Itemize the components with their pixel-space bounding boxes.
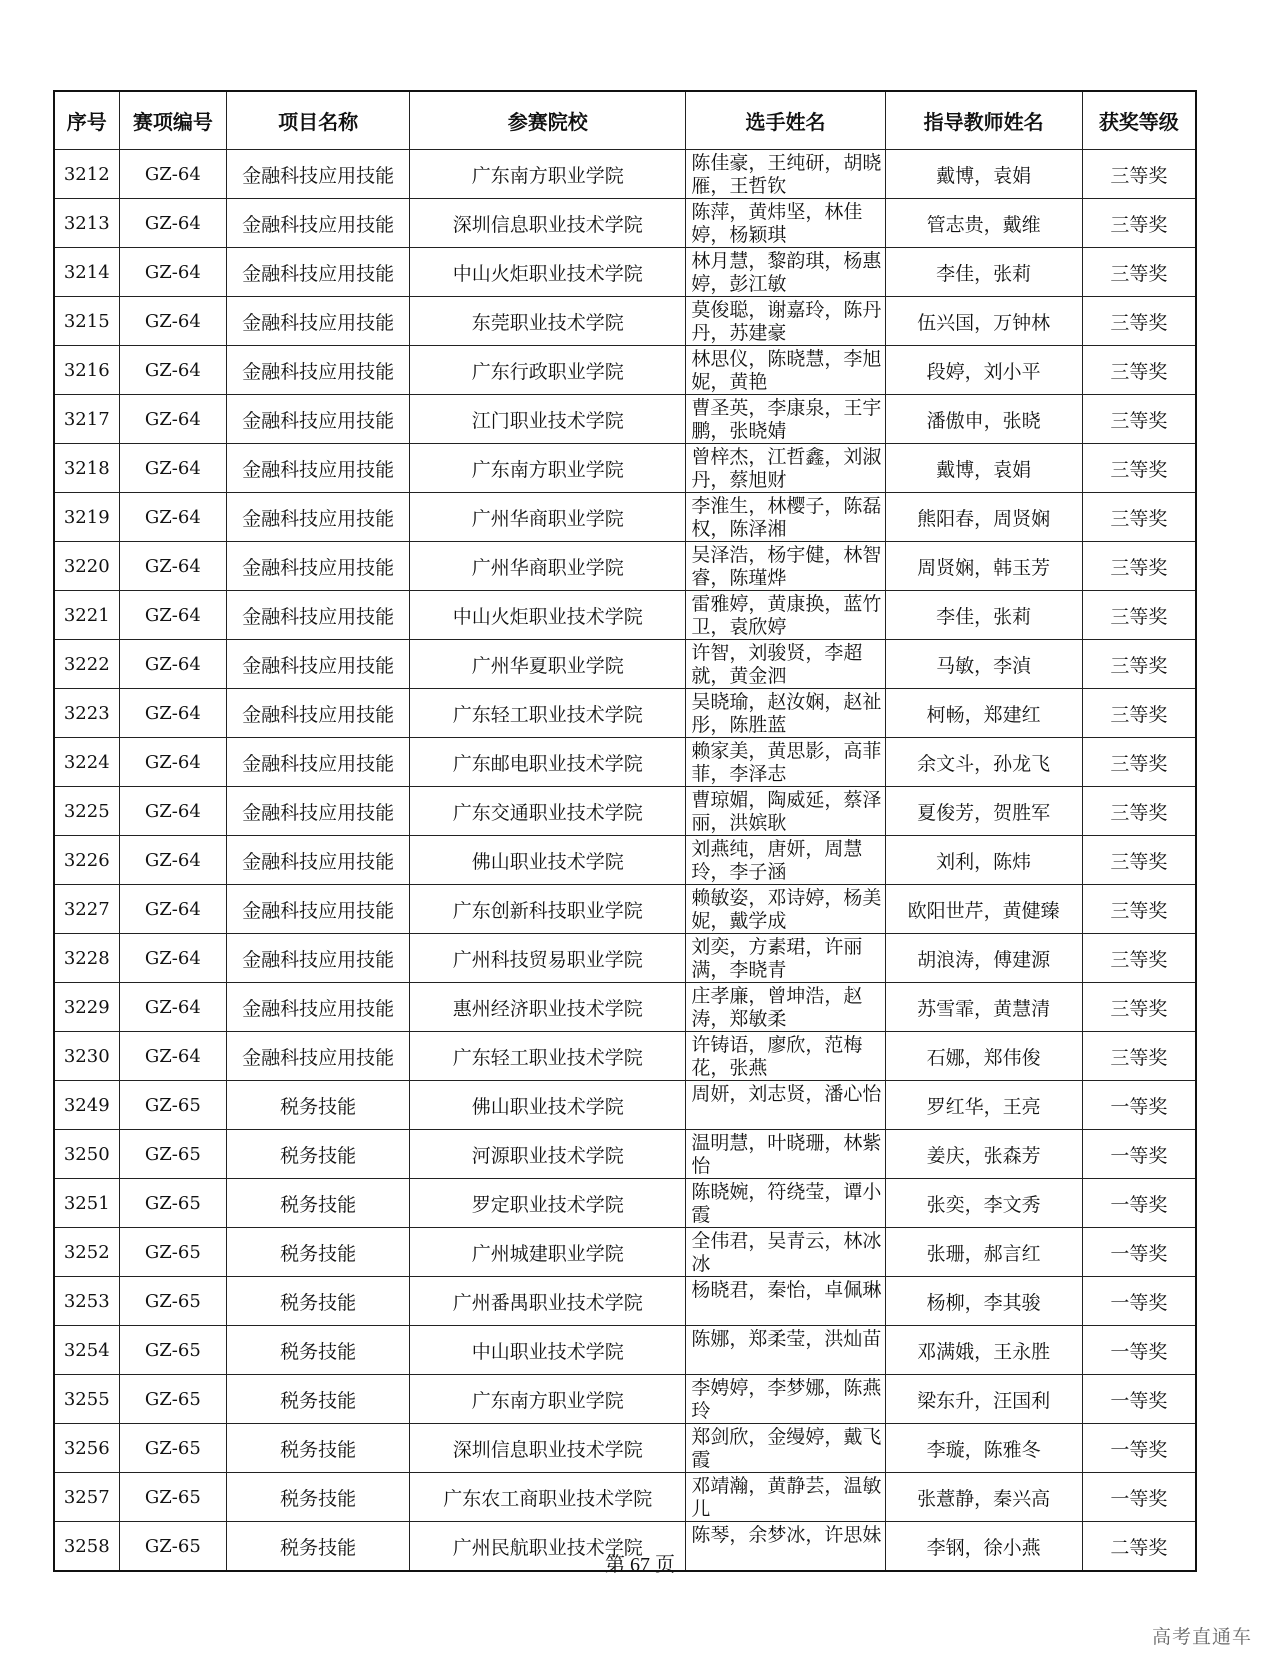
- cell-event-code: GZ-65: [119, 1522, 227, 1572]
- header-serial-number: 序号: [54, 91, 119, 150]
- cell-award-level: 三等奖: [1082, 836, 1196, 885]
- contestant-names: 曹圣英，李康泉，王宇鹏，张晓婧: [691, 397, 882, 442]
- cell-instructors: 张奕，李文秀: [885, 1179, 1082, 1228]
- cell-event-code: GZ-64: [119, 836, 227, 885]
- cell-award-level: 三等奖: [1082, 199, 1196, 248]
- cell-school: 广州番禺职业技术学院: [410, 1277, 686, 1326]
- cell-school: 广州华商职业学院: [410, 493, 686, 542]
- contestant-names: 曾梓杰，江哲鑫，刘淑丹，蔡旭财: [691, 446, 882, 491]
- cell-contestants: [686, 395, 885, 444]
- cell-award-level: 一等奖: [1082, 1424, 1196, 1473]
- cell-contestants: [686, 1473, 885, 1522]
- table-row: [54, 1277, 1196, 1326]
- table-row: [54, 1326, 1196, 1375]
- cell-school: 广东行政职业学院: [410, 346, 686, 395]
- cell-serial-number: 3253: [54, 1277, 119, 1326]
- cell-instructors: 苏雪霏，黄慧清: [885, 983, 1082, 1032]
- cell-school: 广东轻工职业技术学院: [410, 1032, 686, 1081]
- cell-project-name: 税务技能: [227, 1228, 410, 1277]
- cell-instructors: 段婷，刘小平: [885, 346, 1082, 395]
- cell-serial-number: 3252: [54, 1228, 119, 1277]
- cell-contestants: [686, 150, 885, 199]
- cell-serial-number: 3212: [54, 150, 119, 199]
- cell-award-level: 三等奖: [1082, 346, 1196, 395]
- cell-contestants: [686, 199, 885, 248]
- cell-contestants: [686, 787, 885, 836]
- cell-contestants: [686, 248, 885, 297]
- cell-serial-number: 3218: [54, 444, 119, 493]
- cell-school: 中山火炬职业技术学院: [410, 248, 686, 297]
- table-row: [54, 787, 1196, 836]
- cell-instructors: 管志贵，戴维: [885, 199, 1082, 248]
- header-award-level: 获奖等级: [1082, 91, 1196, 150]
- cell-project-name: 金融科技应用技能: [227, 150, 410, 199]
- cell-serial-number: 3225: [54, 787, 119, 836]
- cell-contestants: [686, 297, 885, 346]
- cell-contestants: [686, 1375, 885, 1424]
- cell-project-name: 税务技能: [227, 1473, 410, 1522]
- cell-school: 广东农工商职业技术学院: [410, 1473, 686, 1522]
- cell-school: 深圳信息职业技术学院: [410, 1424, 686, 1473]
- cell-school: 佛山职业技术学院: [410, 836, 686, 885]
- cell-instructors: 熊阳春，周贤娴: [885, 493, 1082, 542]
- cell-project-name: 金融科技应用技能: [227, 297, 410, 346]
- cell-instructors: 李钢，徐小燕: [885, 1522, 1082, 1572]
- cell-serial-number: 3255: [54, 1375, 119, 1424]
- cell-serial-number: 3214: [54, 248, 119, 297]
- cell-serial-number: 3224: [54, 738, 119, 787]
- table-row: [54, 297, 1196, 346]
- cell-event-code: GZ-65: [119, 1277, 227, 1326]
- cell-contestants: [686, 1032, 885, 1081]
- cell-contestants: [686, 1326, 885, 1375]
- contestant-names: 吴晓瑜，赵汝娴，赵祉彤，陈胜蓝: [691, 691, 882, 736]
- cell-event-code: GZ-64: [119, 346, 227, 395]
- contestant-names: 许智，刘骏贤，李超就，黄金泗: [691, 642, 863, 687]
- cell-award-level: 二等奖: [1082, 1522, 1196, 1572]
- cell-school: 江门职业技术学院: [410, 395, 686, 444]
- cell-instructors: 伍兴国，万钟林: [885, 297, 1082, 346]
- cell-project-name: 金融科技应用技能: [227, 248, 410, 297]
- contestant-names: 陈佳豪，王纯研，胡晓雁，王哲钦: [691, 152, 882, 197]
- cell-instructors: 石娜，郑伟俊: [885, 1032, 1082, 1081]
- cell-contestants: [686, 1277, 885, 1326]
- cell-project-name: 金融科技应用技能: [227, 493, 410, 542]
- cell-event-code: GZ-64: [119, 738, 227, 787]
- cell-school: 惠州经济职业技术学院: [410, 983, 686, 1032]
- header-school: 参赛院校: [410, 91, 686, 150]
- cell-serial-number: 3216: [54, 346, 119, 395]
- cell-award-level: 三等奖: [1082, 444, 1196, 493]
- cell-project-name: 税务技能: [227, 1424, 410, 1473]
- cell-award-level: 三等奖: [1082, 983, 1196, 1032]
- award-table: [53, 90, 1197, 1572]
- table-row: [54, 346, 1196, 395]
- table-row: [54, 1130, 1196, 1179]
- cell-serial-number: 3251: [54, 1179, 119, 1228]
- cell-instructors: 梁东升，汪国利: [885, 1375, 1082, 1424]
- cell-project-name: 税务技能: [227, 1326, 410, 1375]
- cell-award-level: 三等奖: [1082, 1032, 1196, 1081]
- table-row: [54, 885, 1196, 934]
- cell-school: 广东南方职业学院: [410, 150, 686, 199]
- cell-award-level: 一等奖: [1082, 1179, 1196, 1228]
- cell-instructors: 刘利，陈炜: [885, 836, 1082, 885]
- cell-award-level: 三等奖: [1082, 248, 1196, 297]
- cell-project-name: 金融科技应用技能: [227, 346, 410, 395]
- contestant-names: 赖敏姿，邓诗婷，杨美妮，戴学成: [691, 887, 882, 932]
- cell-project-name: 税务技能: [227, 1081, 410, 1130]
- table-row: [54, 934, 1196, 983]
- contestant-names: 陈琴，余梦冰，许思妹: [691, 1524, 882, 1546]
- cell-project-name: 金融科技应用技能: [227, 199, 410, 248]
- cell-serial-number: 3229: [54, 983, 119, 1032]
- contestant-names: 许铸语，廖欣，范梅花，张燕: [691, 1034, 863, 1079]
- cell-event-code: GZ-64: [119, 395, 227, 444]
- cell-award-level: 三等奖: [1082, 689, 1196, 738]
- contestant-names: 李娉婷，李梦娜，陈燕玲: [691, 1377, 882, 1422]
- contestant-names: 庄孝廉，曾坤浩，赵涛，郑敏柔: [691, 985, 863, 1030]
- cell-project-name: 金融科技应用技能: [227, 444, 410, 493]
- cell-event-code: GZ-65: [119, 1081, 227, 1130]
- table-row: [54, 150, 1196, 199]
- contestant-names: 吴泽浩，杨宇健，林智睿，陈瑾烨: [691, 544, 882, 589]
- cell-event-code: GZ-64: [119, 297, 227, 346]
- cell-contestants: [686, 885, 885, 934]
- cell-school: 广东创新科技职业学院: [410, 885, 686, 934]
- contestant-names: 周妍，刘志贤，潘心怡: [691, 1083, 882, 1105]
- cell-serial-number: 3256: [54, 1424, 119, 1473]
- cell-serial-number: 3220: [54, 542, 119, 591]
- table-row: [54, 1424, 1196, 1473]
- cell-award-level: 三等奖: [1082, 297, 1196, 346]
- cell-school: 佛山职业技术学院: [410, 1081, 686, 1130]
- cell-school: 中山职业技术学院: [410, 1326, 686, 1375]
- cell-serial-number: 3250: [54, 1130, 119, 1179]
- table-row: [54, 1032, 1196, 1081]
- table-row: [54, 199, 1196, 248]
- cell-project-name: 金融科技应用技能: [227, 640, 410, 689]
- cell-award-level: 三等奖: [1082, 542, 1196, 591]
- table-header-row: [54, 91, 1196, 150]
- contestant-names: 赖家美，黄思影，高菲菲，李泽志: [691, 740, 882, 785]
- cell-instructors: 马敏，李湞: [885, 640, 1082, 689]
- header-event-code: 赛项编号: [119, 91, 227, 150]
- cell-instructors: 潘傲申，张晓: [885, 395, 1082, 444]
- cell-school: 罗定职业技术学院: [410, 1179, 686, 1228]
- cell-event-code: GZ-64: [119, 885, 227, 934]
- cell-project-name: 金融科技应用技能: [227, 689, 410, 738]
- cell-contestants: [686, 689, 885, 738]
- cell-contestants: [686, 1424, 885, 1473]
- cell-instructors: 戴博，袁娟: [885, 150, 1082, 199]
- table-row: [54, 444, 1196, 493]
- contestant-names: 曹琼媚，陶威延，蔡泽丽，洪嫔耿: [691, 789, 882, 834]
- cell-award-level: 三等奖: [1082, 934, 1196, 983]
- cell-contestants: [686, 493, 885, 542]
- cell-contestants: [686, 738, 885, 787]
- contestant-names: 林月慧，黎韵琪，杨惠婷，彭江敏: [691, 250, 882, 295]
- cell-instructors: 夏俊芳，贺胜军: [885, 787, 1082, 836]
- contestant-names: 全伟君，吴青云，林冰冰: [691, 1230, 882, 1275]
- cell-project-name: 金融科技应用技能: [227, 395, 410, 444]
- page-number: 第 67 页: [605, 1554, 675, 1576]
- cell-project-name: 金融科技应用技能: [227, 885, 410, 934]
- cell-serial-number: 3249: [54, 1081, 119, 1130]
- cell-instructors: 周贤娴，韩玉芳: [885, 542, 1082, 591]
- cell-serial-number: 3228: [54, 934, 119, 983]
- table-row: [54, 1228, 1196, 1277]
- table-row: [54, 1179, 1196, 1228]
- table-row: [54, 1081, 1196, 1130]
- cell-serial-number: 3230: [54, 1032, 119, 1081]
- table-row: [54, 689, 1196, 738]
- cell-project-name: 税务技能: [227, 1130, 410, 1179]
- cell-serial-number: 3219: [54, 493, 119, 542]
- cell-event-code: GZ-64: [119, 542, 227, 591]
- cell-school: 广东轻工职业技术学院: [410, 689, 686, 738]
- contestant-names: 温明慧，叶晓珊，林紫怡: [691, 1132, 882, 1177]
- cell-instructors: 李佳，张莉: [885, 248, 1082, 297]
- contestant-names: 刘燕纯，唐妍，周慧玲，李子涵: [691, 838, 863, 883]
- cell-contestants: [686, 640, 885, 689]
- cell-award-level: 一等奖: [1082, 1081, 1196, 1130]
- cell-school: 广州科技贸易职业学院: [410, 934, 686, 983]
- cell-award-level: 一等奖: [1082, 1277, 1196, 1326]
- cell-serial-number: 3257: [54, 1473, 119, 1522]
- cell-school: 广州城建职业学院: [410, 1228, 686, 1277]
- cell-event-code: GZ-65: [119, 1473, 227, 1522]
- table-row: [54, 542, 1196, 591]
- cell-serial-number: 3227: [54, 885, 119, 934]
- header-contestants: 选手姓名: [686, 91, 885, 150]
- contestant-names: 陈娜，郑柔莹，洪灿苗: [691, 1328, 882, 1350]
- cell-project-name: 税务技能: [227, 1277, 410, 1326]
- cell-contestants: [686, 1081, 885, 1130]
- cell-event-code: GZ-64: [119, 444, 227, 493]
- cell-serial-number: 3223: [54, 689, 119, 738]
- header-project-name: 项目名称: [227, 91, 410, 150]
- cell-contestants: [686, 1228, 885, 1277]
- contestant-names: 陈晓婉，符绕莹，谭小霞: [691, 1181, 882, 1226]
- contestant-names: 李淮生，林樱子，陈磊权，陈泽湘: [691, 495, 882, 540]
- cell-event-code: GZ-65: [119, 1179, 227, 1228]
- cell-event-code: GZ-64: [119, 983, 227, 1032]
- cell-award-level: 三等奖: [1082, 150, 1196, 199]
- cell-event-code: GZ-65: [119, 1375, 227, 1424]
- cell-instructors: 罗红华，王亮: [885, 1081, 1082, 1130]
- contestant-names: 郑剑欣，金缦婷，戴飞霞: [691, 1426, 882, 1471]
- cell-school: 东莞职业技术学院: [410, 297, 686, 346]
- cell-school: 广东邮电职业技术学院: [410, 738, 686, 787]
- contestant-names: 莫俊聪，谢嘉玲，陈丹丹，苏建豪: [691, 299, 882, 344]
- cell-award-level: 一等奖: [1082, 1130, 1196, 1179]
- contestant-names: 林思仪，陈晓慧，李旭妮，黄艳: [691, 348, 882, 393]
- table-row: [54, 395, 1196, 444]
- cell-event-code: GZ-64: [119, 199, 227, 248]
- contestant-names: 邓靖瀚，黄静芸，温敏儿: [691, 1475, 882, 1520]
- table-row: [54, 738, 1196, 787]
- cell-school: 广州华夏职业学院: [410, 640, 686, 689]
- cell-award-level: 一等奖: [1082, 1228, 1196, 1277]
- cell-school: 广东南方职业学院: [410, 1375, 686, 1424]
- header-instructors: 指导教师姓名: [885, 91, 1082, 150]
- cell-award-level: 三等奖: [1082, 738, 1196, 787]
- cell-school: 广州民航职业技术学院: [410, 1522, 686, 1572]
- cell-contestants: [686, 591, 885, 640]
- cell-event-code: GZ-64: [119, 640, 227, 689]
- cell-event-code: GZ-64: [119, 150, 227, 199]
- cell-event-code: GZ-64: [119, 248, 227, 297]
- watermark: 高考直通车: [1151, 1626, 1252, 1648]
- cell-event-code: GZ-65: [119, 1424, 227, 1473]
- cell-instructors: 邓满娥，王永胜: [885, 1326, 1082, 1375]
- cell-project-name: 金融科技应用技能: [227, 934, 410, 983]
- cell-event-code: GZ-64: [119, 493, 227, 542]
- cell-school: 中山火炬职业技术学院: [410, 591, 686, 640]
- cell-school: 广东交通职业技术学院: [410, 787, 686, 836]
- cell-project-name: 金融科技应用技能: [227, 542, 410, 591]
- cell-award-level: 一等奖: [1082, 1375, 1196, 1424]
- cell-instructors: 柯畅，郑建红: [885, 689, 1082, 738]
- table-row: [54, 248, 1196, 297]
- cell-contestants: [686, 983, 885, 1032]
- cell-award-level: 一等奖: [1082, 1326, 1196, 1375]
- cell-school: 广东南方职业学院: [410, 444, 686, 493]
- cell-instructors: 胡浪涛，傅建源: [885, 934, 1082, 983]
- table-row: [54, 591, 1196, 640]
- cell-instructors: 张珊，郝言红: [885, 1228, 1082, 1277]
- cell-contestants: [686, 1130, 885, 1179]
- cell-instructors: 张薏静，秦兴高: [885, 1473, 1082, 1522]
- cell-instructors: 李璇，陈雅冬: [885, 1424, 1082, 1473]
- table-row: [54, 1375, 1196, 1424]
- table-row: [54, 1473, 1196, 1522]
- cell-instructors: 姜庆，张森芳: [885, 1130, 1082, 1179]
- cell-project-name: 金融科技应用技能: [227, 738, 410, 787]
- table-row: [54, 836, 1196, 885]
- cell-serial-number: 3221: [54, 591, 119, 640]
- cell-instructors: 戴博，袁娟: [885, 444, 1082, 493]
- cell-serial-number: 3213: [54, 199, 119, 248]
- cell-award-level: 三等奖: [1082, 885, 1196, 934]
- cell-event-code: GZ-65: [119, 1228, 227, 1277]
- cell-contestants: [686, 346, 885, 395]
- cell-instructors: 欧阳世芹，黄健臻: [885, 885, 1082, 934]
- cell-instructors: 杨柳，李其骏: [885, 1277, 1082, 1326]
- cell-project-name: 金融科技应用技能: [227, 836, 410, 885]
- cell-contestants: [686, 934, 885, 983]
- cell-award-level: 三等奖: [1082, 640, 1196, 689]
- table-row: [54, 493, 1196, 542]
- cell-award-level: 三等奖: [1082, 395, 1196, 444]
- contestant-names: 陈萍，黄炜坚，林佳婷，杨颖琪: [691, 201, 863, 246]
- cell-school: 广州华商职业学院: [410, 542, 686, 591]
- cell-serial-number: 3222: [54, 640, 119, 689]
- cell-contestants: [686, 444, 885, 493]
- cell-award-level: 三等奖: [1082, 591, 1196, 640]
- cell-serial-number: 3215: [54, 297, 119, 346]
- cell-instructors: 李佳，张莉: [885, 591, 1082, 640]
- cell-project-name: 金融科技应用技能: [227, 1032, 410, 1081]
- cell-event-code: GZ-64: [119, 787, 227, 836]
- cell-award-level: 三等奖: [1082, 493, 1196, 542]
- table-row: [54, 640, 1196, 689]
- cell-project-name: 金融科技应用技能: [227, 591, 410, 640]
- cell-school: 河源职业技术学院: [410, 1130, 686, 1179]
- cell-event-code: GZ-64: [119, 1032, 227, 1081]
- cell-serial-number: 3226: [54, 836, 119, 885]
- contestant-names: 刘奕，方素珺，许丽满，李晓青: [691, 936, 863, 981]
- cell-instructors: 余文斗，孙龙飞: [885, 738, 1082, 787]
- table-row: [54, 983, 1196, 1032]
- cell-serial-number: 3258: [54, 1522, 119, 1572]
- cell-school: 深圳信息职业技术学院: [410, 199, 686, 248]
- table-body: [54, 150, 1196, 1572]
- cell-project-name: 金融科技应用技能: [227, 787, 410, 836]
- cell-event-code: GZ-64: [119, 591, 227, 640]
- cell-project-name: 税务技能: [227, 1375, 410, 1424]
- cell-contestants: [686, 836, 885, 885]
- cell-project-name: 金融科技应用技能: [227, 983, 410, 1032]
- contestant-names: 杨晓君，秦怡，卓佩琳: [691, 1279, 882, 1301]
- cell-event-code: GZ-64: [119, 934, 227, 983]
- cell-serial-number: 3254: [54, 1326, 119, 1375]
- cell-award-level: 一等奖: [1082, 1473, 1196, 1522]
- cell-contestants: [686, 542, 885, 591]
- cell-award-level: 三等奖: [1082, 787, 1196, 836]
- cell-serial-number: 3217: [54, 395, 119, 444]
- cell-event-code: GZ-65: [119, 1326, 227, 1375]
- contestant-names: 雷雅婷，黄康换，蓝竹卫，袁欣婷: [691, 593, 882, 638]
- cell-event-code: GZ-65: [119, 1130, 227, 1179]
- cell-project-name: 税务技能: [227, 1179, 410, 1228]
- cell-contestants: [686, 1179, 885, 1228]
- cell-event-code: GZ-64: [119, 689, 227, 738]
- cell-project-name: 税务技能: [227, 1522, 410, 1572]
